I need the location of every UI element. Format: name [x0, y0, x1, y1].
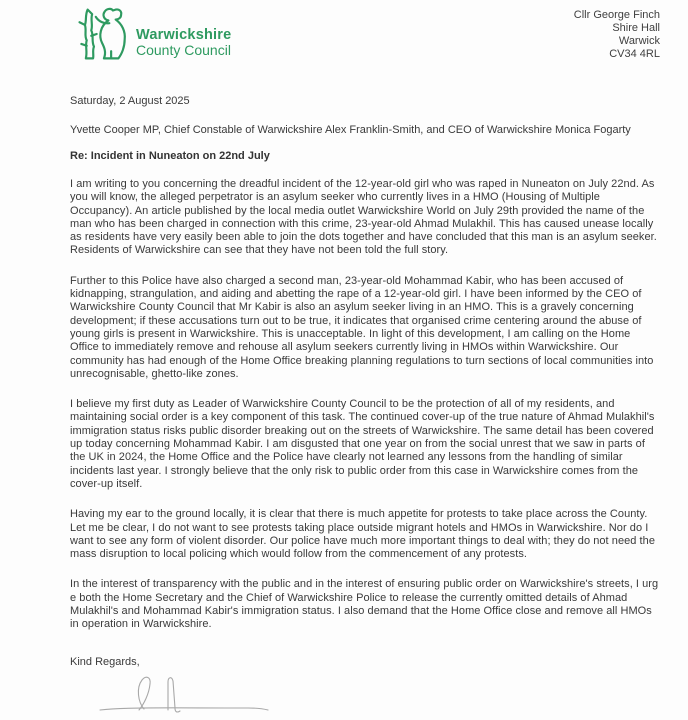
council-logo — [74, 6, 231, 62]
council-name-2: County Council — [136, 42, 231, 59]
address-line-town: Warwick — [618, 35, 660, 47]
letter-date: Saturday, 2 August 2025 — [70, 95, 190, 107]
subject-line: Re: Incident in Nuneaton on 22nd July — [70, 150, 270, 162]
signature-image — [98, 674, 660, 714]
handwritten-signature-icon — [98, 674, 660, 714]
closing-line: Kind Regards, — [70, 655, 140, 668]
paragraph-5: In the interest of transparency with the public and in the interest of ensuring public order on Warwickshire's streets, I urg e both the Home Secretary and the Chief of Warwickshire Police to release the currently omitted details of Ahmad Mulakhil's and Mohammad Kabir's immigration status. I also demand that the Home Office close and remove all HMOs in operation in Warwickshire. — [70, 578, 659, 631]
address-line-postcode: CV34 4RL — [609, 48, 660, 60]
recipients-line: Yvette Cooper MP, Chief Constable of Warwickshire Alex Franklin-Smith, and CEO of Warwickshire Monica Fogarty — [70, 124, 631, 136]
bear-and-ragged-staff-icon — [74, 6, 132, 62]
address-line-name: Cllr George Finch — [573, 9, 660, 21]
paragraph-4: Having my ear to the ground locally, it is clear that there is much appetite for protests to take place across the County. Let me be clear, I do not want to see protests taking place outside migrant hotels and HMOs in Warwickshire. Nor do I want to see any form of violent disorder. Our police have much more important things to deal with; they do not need the mass disruption to local policing which would follow from the commencement of any protests. — [70, 508, 655, 561]
letter-header — [0, 0, 688, 62]
council-name: Warwickshire — [136, 27, 232, 44]
sender-address-block — [574, 6, 660, 61]
letter-body — [0, 95, 688, 714]
council-logo-text — [136, 28, 231, 62]
paragraph-3: I believe my first duty as Leader of Warwickshire County Council to be the protection of all of my residents, and maintaining social order is a key component of this task. The continued cover-up of the true nature of Ahmad Mulakhil's immigration status risks public disorder breaking out on the streets of Warwickshire. The same detail has been covered up today concerning Mohammad Kabir. I am disgusted that one year on from the social unrest that we saw in parts of the UK in 2024, the Home Office and the Police have clearly not learned any lessons from the handling of similar incidents last year. I strongly believe that the only risk to public order from this case in Warwickshire comes from the cover-up itself. — [70, 398, 655, 490]
address-line-building: Shire Hall — [612, 22, 660, 34]
paragraph-2: Further to this Police have also charged a second man, 23-year-old Mohammad Kabir, who has been accused of kidnapping, strangulation, and aiding and abetting the rape of a 12-year-old girl. I have been informed by the CEO of Warwickshire County Council that Mr Kabir is also an asylum seeker living in an HMO. This is a gravely concerning development; if these accusations turn out to be true, it indicates that organised crime centering around the abuse of young girls is present in Warwickshire. This is unacceptable. In light of this development, I am calling on the Home Office to immediately remove and rehouse all asylum seekers currently living in HMOs within Warwickshire. Our community has had enough of the Home Office breaking planning regulations to turn sections of local communities into unrecognisable, ghetto-like zones. — [70, 274, 654, 380]
paragraph-1: I am writing to you concerning the dreadful incident of the 12-year-old girl who was raped in Nuneaton on July 22nd. As you will know, the alleged perpetrator is an asylum seeker who currently lives in a HMO (Housing of Multiple Occupancy). An article published by the local media outlet Warwickshire World on July 29th provided the name of the man who has been charged in connection with this crime, 23-year-old Ahmad Mulakhil. This has caused unease locally as residents have very easily been able to join the dots together and have concluded that this man is an asylum seeker. Residents of Warwickshire can see that they have not been told the full story. — [70, 178, 657, 257]
